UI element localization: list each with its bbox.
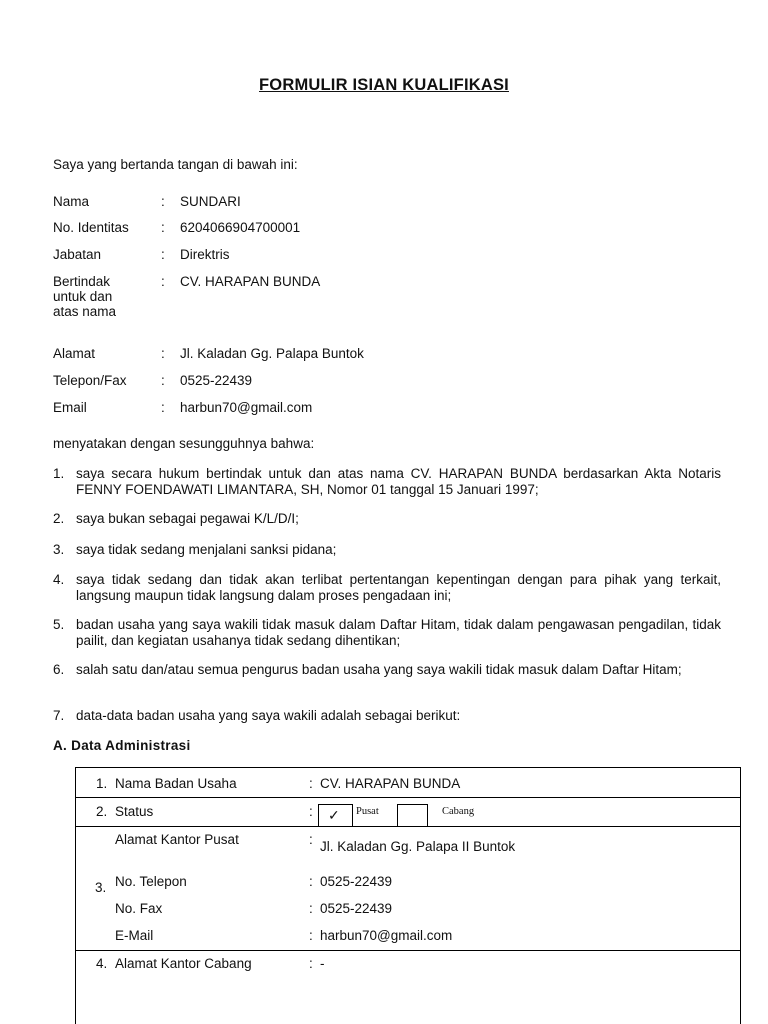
nama-value: SUNDARI	[180, 194, 241, 209]
check-icon: ✓	[328, 807, 340, 823]
row-number: 2.	[96, 804, 108, 819]
statement-text: saya tidak sedang dan tidak akan terlibat pertentangan kepentingan dengan para pihak yang terkait, langsung maupun tidak langsung dalam proses pengadaan ini;	[76, 572, 721, 603]
no-telepon-label: No. Telepon	[115, 874, 187, 889]
table-right-border	[740, 767, 741, 1024]
statement-text: badan usaha yang saya wakili tidak masuk dalam Daftar Hitam, tidak dalam pengawasan pengadilan, tidak pailit, dan kegiatan usahanya tidak sedang dihentikan;	[76, 617, 721, 648]
telepon-value: 0525-22439	[180, 373, 253, 388]
statement-number: 6.	[53, 662, 65, 677]
statement-text: data-data badan usaha yang saya wakili adalah sebagai berikut:	[76, 708, 461, 723]
no-fax-label: No. Fax	[115, 901, 163, 916]
statement-number: 3.	[53, 542, 65, 557]
email-table-label: E-Mail	[115, 928, 154, 943]
status-cabang-label: Cabang	[442, 806, 475, 817]
row-number: 3.	[95, 880, 107, 895]
table-colon: :	[309, 874, 313, 889]
statement-text: salah satu dan/atau semua pengurus badan usaha yang saya wakili tidak masuk dalam Daftar Hitam;	[76, 662, 682, 677]
row-number: 1.	[96, 776, 108, 791]
table-colon: :	[309, 956, 313, 971]
table-row-divider	[75, 950, 741, 951]
identitas-value: 6204066904700001	[180, 220, 301, 235]
row-number: 4.	[96, 956, 108, 971]
alamat-kantor-cabang-value: -	[320, 956, 325, 971]
statement-text: saya bukan sebagai pegawai K/L/D/I;	[76, 511, 299, 526]
statement-text: saya tidak sedang menjalani sanksi pidana;	[76, 542, 337, 557]
no-telepon-value: 0525-22439	[320, 874, 393, 889]
section-a-heading: A. Data Administrasi	[53, 738, 191, 753]
form-title: FORMULIR ISIAN KUALIFIKASI	[259, 76, 509, 94]
email-table-value: harbun70@gmail.com	[320, 928, 453, 943]
bertindak-colon: :	[161, 274, 165, 289]
email-value: harbun70@gmail.com	[180, 400, 313, 415]
status-pusat-label: Pusat	[356, 806, 379, 817]
statement-number: 5.	[53, 617, 65, 632]
bertindak-label: Bertindak untuk dan atas nama	[53, 274, 117, 319]
jabatan-colon: :	[161, 247, 165, 262]
alamat-colon: :	[161, 346, 165, 361]
statement-number: 1.	[53, 466, 65, 481]
bertindak-value: CV. HARAPAN BUNDA	[180, 274, 321, 289]
alamat-kantor-pusat-label: Alamat Kantor Pusat	[115, 832, 239, 847]
status-pusat-checkbox[interactable]	[318, 804, 353, 827]
statement-number: 4.	[53, 572, 65, 587]
alamat-kantor-cabang-label: Alamat Kantor Cabang	[115, 956, 252, 971]
jabatan-value: Direktris	[180, 247, 230, 262]
declaration-text: menyatakan dengan sesungguhnya bahwa:	[53, 436, 315, 451]
table-colon: :	[309, 804, 313, 819]
alamat-kantor-pusat-value: Jl. Kaladan Gg. Palapa II Buntok	[320, 839, 516, 854]
email-label: Email	[53, 400, 87, 415]
status-label: Status	[115, 804, 154, 819]
telepon-colon: :	[161, 373, 165, 388]
jabatan-label: Jabatan	[53, 247, 102, 262]
table-colon: :	[309, 901, 313, 916]
nama-badan-usaha-label: Nama Badan Usaha	[115, 776, 237, 791]
table-top-border	[75, 767, 741, 768]
telepon-label: Telepon/Fax	[53, 373, 127, 388]
identitas-label: No. Identitas	[53, 220, 129, 235]
nama-badan-usaha-value: CV. HARAPAN BUNDA	[320, 776, 461, 791]
table-colon: :	[309, 928, 313, 943]
nama-colon: :	[161, 194, 165, 209]
email-colon: :	[161, 400, 165, 415]
table-colon: :	[309, 776, 313, 791]
no-fax-value: 0525-22439	[320, 901, 393, 916]
statement-number: 2.	[53, 511, 65, 526]
alamat-label: Alamat	[53, 346, 96, 361]
statement-number: 7.	[53, 708, 65, 723]
table-colon: :	[309, 832, 313, 847]
alamat-value: Jl. Kaladan Gg. Palapa Buntok	[180, 346, 364, 361]
nama-label: Nama	[53, 194, 90, 209]
intro-text: Saya yang bertanda tangan di bawah ini:	[53, 157, 298, 172]
identitas-colon: :	[161, 220, 165, 235]
statement-text: saya secara hukum bertindak untuk dan atas nama CV. HARAPAN BUNDA berdasarkan Akta Notaris FENNY FOENDAWATI LIMANTARA, SH, Nomor 01 tanggal 15 Januari 1997;	[76, 466, 721, 497]
status-cabang-checkbox[interactable]	[397, 804, 428, 827]
table-left-border	[75, 767, 76, 1024]
table-row-divider	[75, 797, 741, 798]
